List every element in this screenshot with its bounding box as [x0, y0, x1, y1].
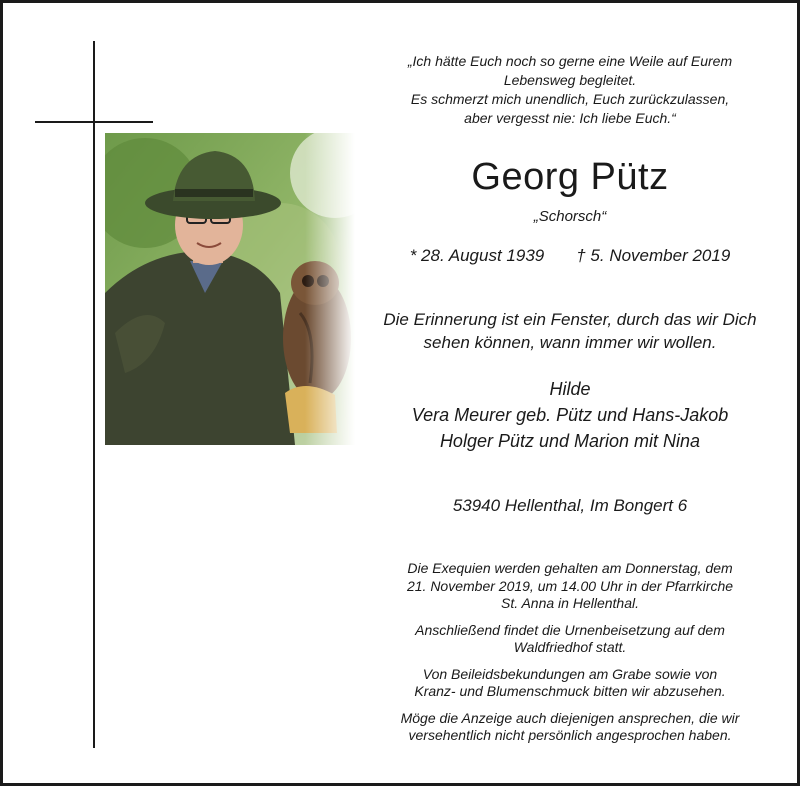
info-paragraph [365, 560, 775, 613]
death-date: † 5. November 2019 [576, 246, 731, 265]
family-line: Hilde [549, 379, 591, 399]
deceased-nickname: „Schorsch“ [533, 208, 607, 225]
life-dates [365, 245, 775, 267]
remembrance-text [365, 308, 775, 354]
info-line: Die Exequien werden gehalten am Donnerstag, dem [407, 560, 733, 576]
info-line: 21. November 2019, um 14.00 Uhr in der Pfarrkirche [406, 577, 734, 594]
remembrance-line: Die Erinnerung ist ein Fenster, durch das wir Dich [383, 310, 757, 329]
info-line: Möge die Anzeige auch diejenigen ansprechen, die wir [400, 709, 740, 726]
birth-date: * 28. August 1939 [409, 246, 545, 265]
info-line: Kranz- und Blumenschmuck bitten wir abzusehen. [414, 683, 726, 699]
address: 53940 Hellenthal, Im Bongert 6 [452, 496, 688, 515]
portrait-photo [105, 133, 355, 445]
quote-block [365, 52, 775, 128]
quote-line: aber vergesst nie: Ich liebe Euch.“ [464, 110, 676, 126]
info-line: Anschließend findet die Urnenbeisetzung auf dem [415, 621, 725, 638]
cross-vertical-bar [93, 41, 95, 748]
info-line: Von Beileidsbekundungen am Grabe sowie von [422, 665, 718, 682]
remembrance-line: sehen können, wann immer wir wollen. [423, 333, 717, 352]
quote-line: „Ich hätte Euch noch so gerne eine Weile auf Eurem [407, 53, 733, 69]
deceased-name: Georg Pütz [471, 156, 669, 198]
quote-line: Es schmerzt mich unendlich, Euch zurückzulassen, [410, 91, 730, 107]
info-line: versehentlich nicht persönlich angesprochen haben. [408, 727, 732, 743]
family-line: Vera Meurer geb. Pütz und Hans-Jakob [411, 405, 729, 425]
family-line: Holger Pütz und Marion mit Nina [439, 431, 701, 451]
info-line: St. Anna in Hellenthal. [500, 595, 639, 611]
cross-horizontal-bar [35, 121, 153, 123]
family-names [365, 376, 775, 454]
funeral-info [365, 560, 775, 754]
info-paragraph [365, 622, 775, 657]
info-paragraph [365, 666, 775, 701]
quote-line: Lebensweg begleitet. [503, 72, 637, 88]
info-paragraph [365, 710, 775, 745]
info-line: Waldfriedhof statt. [513, 639, 627, 655]
